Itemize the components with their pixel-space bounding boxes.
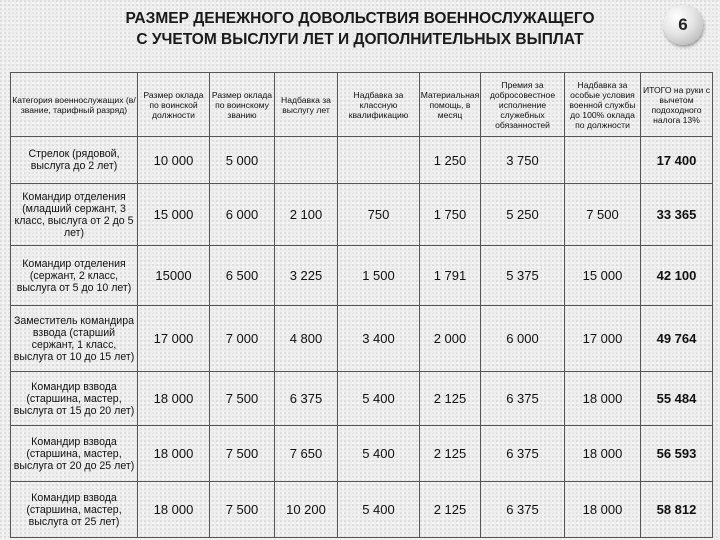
cell-position-salary: 18 000 [138,426,210,482]
table-row [11,306,713,372]
cell-qualification-bonus: 3 400 [338,306,420,372]
cell-total: 17 400 [641,137,713,184]
cell-premium: 3 750 [481,137,565,184]
header-special-conditions: Надбавка за особые условия военной службы до 100% оклада по должности [565,73,641,137]
cell-position-salary: 15 000 [138,184,210,246]
cell-qualification-bonus: 5 400 [338,372,420,426]
row-category: Командир отделения (сержант, 2 класс, выслуга от 5 до 10 лет) [11,246,138,306]
row-category: Командир взвода (старшина, мастер, выслуга от 25 лет) [11,482,138,538]
cell-rank-salary: 7 500 [210,426,275,482]
table-row [11,137,713,184]
cell-qualification-bonus: 1 500 [338,246,420,306]
cell-special-conditions: 17 000 [565,306,641,372]
cell-position-salary: 10 000 [138,137,210,184]
row-category: Командир взвода (старшина, мастер, выслуга от 20 до 25 лет) [11,426,138,482]
cell-total: 55 484 [641,372,713,426]
cell-premium: 5 375 [481,246,565,306]
table-row [11,184,713,246]
cell-total: 33 365 [641,184,713,246]
cell-material-aid: 2 125 [420,482,481,538]
cell-total: 56 593 [641,426,713,482]
table-row [11,372,713,426]
page-number-badge [663,5,703,45]
cell-premium: 6 375 [481,426,565,482]
cell-total: 49 764 [641,306,713,372]
cell-material-aid: 2 000 [420,306,481,372]
cell-material-aid: 1 750 [420,184,481,246]
cell-premium: 6 375 [481,372,565,426]
header-rank-salary: Размер оклада по воинскому званию [210,73,275,137]
cell-seniority-bonus: 2 100 [275,184,338,246]
cell-qualification-bonus [338,137,420,184]
cell-rank-salary: 6 500 [210,246,275,306]
cell-total: 42 100 [641,246,713,306]
table-header-row [11,73,713,137]
cell-seniority-bonus: 3 225 [275,246,338,306]
cell-seniority-bonus: 7 650 [275,426,338,482]
cell-premium: 5 250 [481,184,565,246]
cell-seniority-bonus: 10 200 [275,482,338,538]
cell-special-conditions [565,137,641,184]
cell-position-salary: 15000 [138,246,210,306]
row-category: Командир отделения (младший сержант, 3 класс, выслуга от 2 до 5 лет) [11,184,138,246]
cell-qualification-bonus: 750 [338,184,420,246]
header-qualification-bonus: Надбавка за классную квалификацию [338,73,420,137]
table-row [11,426,713,482]
table-row [11,246,713,306]
cell-position-salary: 18 000 [138,372,210,426]
row-category: Заместитель командира взвода (старший сержант, 1 класс, выслуга от 10 до 15 лет) [11,306,138,372]
cell-special-conditions: 7 500 [565,184,641,246]
cell-material-aid: 2 125 [420,372,481,426]
slide-title [60,8,660,50]
cell-seniority-bonus: 4 800 [275,306,338,372]
cell-rank-salary: 6 000 [210,184,275,246]
cell-special-conditions: 18 000 [565,482,641,538]
cell-qualification-bonus: 5 400 [338,426,420,482]
cell-seniority-bonus: 6 375 [275,372,338,426]
row-category: Командир взвода (старшина, мастер, выслуга от 15 до 20 лет) [11,372,138,426]
cell-rank-salary: 7 500 [210,372,275,426]
cell-seniority-bonus [275,137,338,184]
page-number: 6 [678,15,688,34]
cell-special-conditions: 15 000 [565,246,641,306]
cell-material-aid: 1 791 [420,246,481,306]
cell-material-aid: 2 125 [420,426,481,482]
header-position-salary: Размер оклада по воинской должности [138,73,210,137]
cell-position-salary: 18 000 [138,482,210,538]
header-category: Категория военнослужащих (в/звание, тарифный разряд) [11,73,138,137]
cell-premium: 6 375 [481,482,565,538]
salary-table [10,72,713,538]
header-total: ИТОГО на руки с вычетом подоходного налога 13% [641,73,713,137]
slide-title-line1: РАЗМЕР ДЕНЕЖНОГО ДОВОЛЬСТВИЯ ВОЕННОСЛУЖАЩЕГО [125,10,595,27]
cell-rank-salary: 7 000 [210,306,275,372]
cell-position-salary: 17 000 [138,306,210,372]
slide-title-line2: С УЧЕТОМ ВЫСЛУГИ ЛЕТ И ДОПОЛНИТЕЛЬНЫХ ВЫПЛАТ [136,31,584,48]
cell-material-aid: 1 250 [420,137,481,184]
header-seniority-bonus: Надбавка за выслугу лет [275,73,338,137]
cell-rank-salary: 7 500 [210,482,275,538]
cell-special-conditions: 18 000 [565,426,641,482]
row-category: Стрелок (рядовой, выслуга до 2 лет) [11,137,138,184]
cell-premium: 6 000 [481,306,565,372]
table-row [11,482,713,538]
cell-qualification-bonus: 5 400 [338,482,420,538]
cell-rank-salary: 5 000 [210,137,275,184]
header-premium: Премия за добросовестное исполнение служебных обязанностей [481,73,565,137]
cell-total: 58 812 [641,482,713,538]
cell-special-conditions: 18 000 [565,372,641,426]
header-material-aid: Материальная помощь, в месяц [420,73,481,137]
